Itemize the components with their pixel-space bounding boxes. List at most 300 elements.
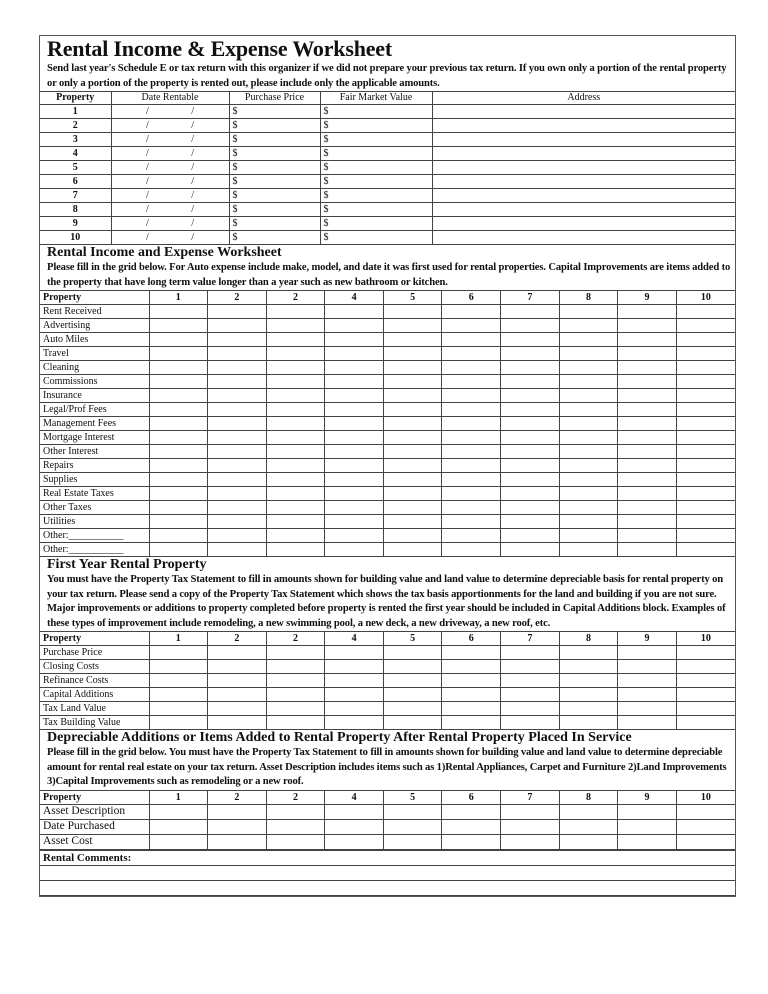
grid-cell[interactable] bbox=[442, 674, 501, 688]
grid-cell[interactable] bbox=[266, 702, 325, 716]
grid-cell[interactable] bbox=[383, 529, 442, 543]
grid-cell[interactable] bbox=[149, 431, 208, 445]
grid-cell[interactable] bbox=[325, 403, 384, 417]
grid-cell[interactable] bbox=[618, 501, 677, 515]
grid-cell[interactable] bbox=[266, 347, 325, 361]
fair-market-value-field[interactable]: $ bbox=[320, 189, 432, 203]
grid-cell[interactable] bbox=[559, 333, 618, 347]
grid-cell[interactable] bbox=[618, 375, 677, 389]
grid-cell[interactable] bbox=[442, 515, 501, 529]
grid-cell[interactable] bbox=[442, 375, 501, 389]
grid-cell[interactable] bbox=[266, 445, 325, 459]
grid-cell[interactable] bbox=[208, 319, 267, 333]
grid-cell[interactable] bbox=[501, 543, 560, 557]
grid-cell[interactable] bbox=[149, 333, 208, 347]
grid-cell[interactable] bbox=[618, 403, 677, 417]
grid-cell[interactable] bbox=[618, 445, 677, 459]
grid-cell[interactable] bbox=[618, 834, 677, 849]
grid-cell[interactable] bbox=[559, 403, 618, 417]
grid-cell[interactable] bbox=[501, 319, 560, 333]
grid-cell[interactable] bbox=[149, 473, 208, 487]
grid-cell[interactable] bbox=[618, 716, 677, 730]
grid-cell[interactable] bbox=[208, 459, 267, 473]
grid-cell[interactable] bbox=[618, 515, 677, 529]
grid-cell[interactable] bbox=[559, 431, 618, 445]
address-field[interactable] bbox=[432, 231, 735, 245]
grid-cell[interactable] bbox=[559, 660, 618, 674]
grid-cell[interactable] bbox=[149, 305, 208, 319]
rental-comments-line[interactable] bbox=[40, 865, 735, 880]
grid-cell[interactable] bbox=[559, 375, 618, 389]
grid-cell[interactable] bbox=[208, 361, 267, 375]
grid-cell[interactable] bbox=[325, 389, 384, 403]
date-rentable-field[interactable]: / / bbox=[111, 217, 229, 231]
grid-cell[interactable] bbox=[208, 445, 267, 459]
grid-cell[interactable] bbox=[383, 501, 442, 515]
grid-cell[interactable] bbox=[676, 431, 735, 445]
grid-cell[interactable] bbox=[149, 660, 208, 674]
grid-cell[interactable] bbox=[618, 389, 677, 403]
grid-cell[interactable] bbox=[559, 804, 618, 819]
grid-cell[interactable] bbox=[559, 347, 618, 361]
fair-market-value-field[interactable]: $ bbox=[320, 161, 432, 175]
grid-cell[interactable] bbox=[559, 473, 618, 487]
grid-cell[interactable] bbox=[618, 660, 677, 674]
grid-cell[interactable] bbox=[501, 361, 560, 375]
purchase-price-field[interactable]: $ bbox=[229, 217, 320, 231]
grid-cell[interactable] bbox=[266, 333, 325, 347]
grid-cell[interactable] bbox=[325, 417, 384, 431]
date-rentable-field[interactable]: / / bbox=[111, 161, 229, 175]
grid-cell[interactable] bbox=[618, 804, 677, 819]
grid-cell[interactable] bbox=[149, 501, 208, 515]
grid-cell[interactable] bbox=[676, 646, 735, 660]
grid-cell[interactable] bbox=[208, 333, 267, 347]
grid-cell[interactable] bbox=[501, 716, 560, 730]
grid-cell[interactable] bbox=[618, 333, 677, 347]
grid-cell[interactable] bbox=[676, 347, 735, 361]
grid-cell[interactable] bbox=[266, 543, 325, 557]
grid-cell[interactable] bbox=[442, 688, 501, 702]
grid-cell[interactable] bbox=[676, 459, 735, 473]
grid-cell[interactable] bbox=[559, 361, 618, 375]
grid-cell[interactable] bbox=[676, 375, 735, 389]
address-field[interactable] bbox=[432, 189, 735, 203]
grid-cell[interactable] bbox=[501, 529, 560, 543]
grid-cell[interactable] bbox=[325, 660, 384, 674]
grid-cell[interactable] bbox=[149, 375, 208, 389]
grid-cell[interactable] bbox=[676, 501, 735, 515]
grid-cell[interactable] bbox=[559, 501, 618, 515]
grid-cell[interactable] bbox=[208, 646, 267, 660]
grid-cell[interactable] bbox=[383, 333, 442, 347]
grid-cell[interactable] bbox=[266, 515, 325, 529]
grid-cell[interactable] bbox=[149, 702, 208, 716]
grid-cell[interactable] bbox=[559, 688, 618, 702]
grid-cell[interactable] bbox=[442, 834, 501, 849]
grid-cell[interactable] bbox=[325, 487, 384, 501]
grid-cell[interactable] bbox=[149, 347, 208, 361]
grid-cell[interactable] bbox=[501, 473, 560, 487]
grid-cell[interactable] bbox=[618, 417, 677, 431]
grid-cell[interactable] bbox=[383, 361, 442, 375]
grid-cell[interactable] bbox=[559, 319, 618, 333]
grid-cell[interactable] bbox=[325, 361, 384, 375]
grid-cell[interactable] bbox=[383, 819, 442, 834]
grid-cell[interactable] bbox=[501, 417, 560, 431]
grid-cell[interactable] bbox=[676, 804, 735, 819]
purchase-price-field[interactable]: $ bbox=[229, 119, 320, 133]
purchase-price-field[interactable]: $ bbox=[229, 105, 320, 119]
grid-cell[interactable] bbox=[618, 347, 677, 361]
address-field[interactable] bbox=[432, 147, 735, 161]
grid-cell[interactable] bbox=[676, 660, 735, 674]
grid-cell[interactable] bbox=[383, 375, 442, 389]
grid-cell[interactable] bbox=[618, 319, 677, 333]
grid-cell[interactable] bbox=[266, 417, 325, 431]
purchase-price-field[interactable]: $ bbox=[229, 203, 320, 217]
grid-cell[interactable] bbox=[676, 834, 735, 849]
grid-cell[interactable] bbox=[676, 445, 735, 459]
grid-cell[interactable] bbox=[149, 716, 208, 730]
grid-cell[interactable] bbox=[383, 431, 442, 445]
grid-cell[interactable] bbox=[501, 804, 560, 819]
grid-cell[interactable] bbox=[149, 361, 208, 375]
grid-cell[interactable] bbox=[149, 688, 208, 702]
date-rentable-field[interactable]: / / bbox=[111, 189, 229, 203]
date-rentable-field[interactable]: / / bbox=[111, 147, 229, 161]
grid-cell[interactable] bbox=[442, 819, 501, 834]
grid-cell[interactable] bbox=[149, 543, 208, 557]
grid-cell[interactable] bbox=[383, 459, 442, 473]
grid-cell[interactable] bbox=[501, 834, 560, 849]
address-field[interactable] bbox=[432, 217, 735, 231]
grid-cell[interactable] bbox=[266, 487, 325, 501]
grid-cell[interactable] bbox=[208, 674, 267, 688]
grid-cell[interactable] bbox=[325, 431, 384, 445]
grid-cell[interactable] bbox=[618, 646, 677, 660]
grid-cell[interactable] bbox=[501, 660, 560, 674]
grid-cell[interactable] bbox=[618, 688, 677, 702]
grid-cell[interactable] bbox=[208, 375, 267, 389]
address-field[interactable] bbox=[432, 161, 735, 175]
grid-cell[interactable] bbox=[325, 473, 384, 487]
grid-cell[interactable] bbox=[442, 347, 501, 361]
grid-cell[interactable] bbox=[383, 543, 442, 557]
grid-cell[interactable] bbox=[266, 529, 325, 543]
grid-cell[interactable] bbox=[149, 819, 208, 834]
grid-cell[interactable] bbox=[559, 417, 618, 431]
grid-cell[interactable] bbox=[442, 305, 501, 319]
grid-cell[interactable] bbox=[442, 646, 501, 660]
grid-cell[interactable] bbox=[442, 333, 501, 347]
grid-cell[interactable] bbox=[149, 417, 208, 431]
grid-cell[interactable] bbox=[442, 389, 501, 403]
grid-cell[interactable] bbox=[676, 389, 735, 403]
grid-cell[interactable] bbox=[149, 445, 208, 459]
grid-cell[interactable] bbox=[266, 716, 325, 730]
date-rentable-field[interactable]: / / bbox=[111, 105, 229, 119]
grid-cell[interactable] bbox=[208, 529, 267, 543]
grid-cell[interactable] bbox=[676, 473, 735, 487]
grid-cell[interactable] bbox=[501, 646, 560, 660]
grid-cell[interactable] bbox=[501, 819, 560, 834]
grid-cell[interactable] bbox=[676, 702, 735, 716]
grid-cell[interactable] bbox=[442, 473, 501, 487]
grid-cell[interactable] bbox=[618, 431, 677, 445]
grid-cell[interactable] bbox=[149, 389, 208, 403]
grid-cell[interactable] bbox=[383, 389, 442, 403]
grid-cell[interactable] bbox=[383, 403, 442, 417]
grid-cell[interactable] bbox=[383, 305, 442, 319]
grid-cell[interactable] bbox=[618, 305, 677, 319]
grid-cell[interactable] bbox=[208, 804, 267, 819]
grid-cell[interactable] bbox=[208, 702, 267, 716]
grid-cell[interactable] bbox=[618, 702, 677, 716]
grid-cell[interactable] bbox=[266, 319, 325, 333]
grid-cell[interactable] bbox=[266, 804, 325, 819]
fair-market-value-field[interactable]: $ bbox=[320, 105, 432, 119]
grid-cell[interactable] bbox=[383, 674, 442, 688]
grid-cell[interactable] bbox=[149, 646, 208, 660]
grid-cell[interactable] bbox=[442, 319, 501, 333]
grid-cell[interactable] bbox=[325, 445, 384, 459]
grid-cell[interactable] bbox=[442, 501, 501, 515]
grid-cell[interactable] bbox=[501, 702, 560, 716]
grid-cell[interactable] bbox=[501, 333, 560, 347]
grid-cell[interactable] bbox=[383, 688, 442, 702]
grid-cell[interactable] bbox=[618, 459, 677, 473]
grid-cell[interactable] bbox=[442, 529, 501, 543]
grid-cell[interactable] bbox=[266, 834, 325, 849]
grid-cell[interactable] bbox=[208, 688, 267, 702]
grid-cell[interactable] bbox=[208, 515, 267, 529]
grid-cell[interactable] bbox=[325, 515, 384, 529]
grid-cell[interactable] bbox=[559, 716, 618, 730]
fair-market-value-field[interactable]: $ bbox=[320, 203, 432, 217]
grid-cell[interactable] bbox=[442, 361, 501, 375]
grid-cell[interactable] bbox=[383, 834, 442, 849]
grid-cell[interactable] bbox=[208, 305, 267, 319]
grid-cell[interactable] bbox=[325, 834, 384, 849]
grid-cell[interactable] bbox=[325, 305, 384, 319]
grid-cell[interactable] bbox=[325, 702, 384, 716]
grid-cell[interactable] bbox=[149, 515, 208, 529]
grid-cell[interactable] bbox=[266, 646, 325, 660]
grid-cell[interactable] bbox=[559, 543, 618, 557]
grid-cell[interactable] bbox=[325, 347, 384, 361]
grid-cell[interactable] bbox=[208, 819, 267, 834]
date-rentable-field[interactable]: / / bbox=[111, 231, 229, 245]
grid-cell[interactable] bbox=[442, 487, 501, 501]
grid-cell[interactable] bbox=[442, 417, 501, 431]
fair-market-value-field[interactable]: $ bbox=[320, 119, 432, 133]
grid-cell[interactable] bbox=[676, 674, 735, 688]
grid-cell[interactable] bbox=[266, 819, 325, 834]
rental-comments-line[interactable] bbox=[40, 880, 735, 895]
grid-cell[interactable] bbox=[383, 417, 442, 431]
grid-cell[interactable] bbox=[618, 674, 677, 688]
grid-cell[interactable] bbox=[325, 804, 384, 819]
grid-cell[interactable] bbox=[149, 403, 208, 417]
grid-cell[interactable] bbox=[442, 459, 501, 473]
grid-cell[interactable] bbox=[325, 688, 384, 702]
grid-cell[interactable] bbox=[149, 529, 208, 543]
grid-cell[interactable] bbox=[676, 515, 735, 529]
grid-cell[interactable] bbox=[325, 543, 384, 557]
grid-cell[interactable] bbox=[501, 389, 560, 403]
grid-cell[interactable] bbox=[266, 389, 325, 403]
grid-cell[interactable] bbox=[266, 501, 325, 515]
grid-cell[interactable] bbox=[208, 487, 267, 501]
grid-cell[interactable] bbox=[618, 819, 677, 834]
grid-cell[interactable] bbox=[559, 305, 618, 319]
address-field[interactable] bbox=[432, 133, 735, 147]
grid-cell[interactable] bbox=[559, 445, 618, 459]
grid-cell[interactable] bbox=[383, 646, 442, 660]
grid-cell[interactable] bbox=[208, 403, 267, 417]
address-field[interactable] bbox=[432, 175, 735, 189]
grid-cell[interactable] bbox=[325, 375, 384, 389]
grid-cell[interactable] bbox=[559, 702, 618, 716]
grid-cell[interactable] bbox=[618, 487, 677, 501]
grid-cell[interactable] bbox=[149, 804, 208, 819]
grid-cell[interactable] bbox=[325, 716, 384, 730]
purchase-price-field[interactable]: $ bbox=[229, 133, 320, 147]
grid-cell[interactable] bbox=[325, 459, 384, 473]
grid-cell[interactable] bbox=[383, 702, 442, 716]
grid-cell[interactable] bbox=[501, 375, 560, 389]
grid-cell[interactable] bbox=[208, 347, 267, 361]
grid-cell[interactable] bbox=[442, 543, 501, 557]
grid-cell[interactable] bbox=[501, 459, 560, 473]
purchase-price-field[interactable]: $ bbox=[229, 161, 320, 175]
grid-cell[interactable] bbox=[559, 389, 618, 403]
grid-cell[interactable] bbox=[618, 543, 677, 557]
grid-cell[interactable] bbox=[559, 529, 618, 543]
grid-cell[interactable] bbox=[383, 347, 442, 361]
grid-cell[interactable] bbox=[501, 347, 560, 361]
address-field[interactable] bbox=[432, 119, 735, 133]
grid-cell[interactable] bbox=[208, 389, 267, 403]
grid-cell[interactable] bbox=[208, 543, 267, 557]
grid-cell[interactable] bbox=[442, 660, 501, 674]
grid-cell[interactable] bbox=[325, 529, 384, 543]
grid-cell[interactable] bbox=[383, 487, 442, 501]
grid-cell[interactable] bbox=[383, 515, 442, 529]
grid-cell[interactable] bbox=[676, 819, 735, 834]
grid-cell[interactable] bbox=[266, 660, 325, 674]
grid-cell[interactable] bbox=[149, 487, 208, 501]
purchase-price-field[interactable]: $ bbox=[229, 147, 320, 161]
grid-cell[interactable] bbox=[676, 319, 735, 333]
grid-cell[interactable] bbox=[325, 674, 384, 688]
grid-cell[interactable] bbox=[442, 445, 501, 459]
grid-cell[interactable] bbox=[676, 403, 735, 417]
fair-market-value-field[interactable]: $ bbox=[320, 147, 432, 161]
grid-cell[interactable] bbox=[676, 716, 735, 730]
date-rentable-field[interactable]: / / bbox=[111, 119, 229, 133]
grid-cell[interactable] bbox=[208, 417, 267, 431]
grid-cell[interactable] bbox=[383, 473, 442, 487]
grid-cell[interactable] bbox=[208, 834, 267, 849]
grid-cell[interactable] bbox=[618, 473, 677, 487]
grid-cell[interactable] bbox=[266, 674, 325, 688]
grid-cell[interactable] bbox=[325, 819, 384, 834]
date-rentable-field[interactable]: / / bbox=[111, 133, 229, 147]
grid-cell[interactable] bbox=[676, 529, 735, 543]
grid-cell[interactable] bbox=[266, 473, 325, 487]
grid-cell[interactable] bbox=[325, 333, 384, 347]
fair-market-value-field[interactable]: $ bbox=[320, 175, 432, 189]
grid-cell[interactable] bbox=[501, 445, 560, 459]
grid-cell[interactable] bbox=[266, 375, 325, 389]
grid-cell[interactable] bbox=[559, 834, 618, 849]
grid-cell[interactable] bbox=[676, 305, 735, 319]
grid-cell[interactable] bbox=[325, 319, 384, 333]
grid-cell[interactable] bbox=[618, 361, 677, 375]
grid-cell[interactable] bbox=[676, 333, 735, 347]
grid-cell[interactable] bbox=[501, 688, 560, 702]
grid-cell[interactable] bbox=[501, 501, 560, 515]
grid-cell[interactable] bbox=[559, 646, 618, 660]
grid-cell[interactable] bbox=[676, 487, 735, 501]
grid-cell[interactable] bbox=[266, 361, 325, 375]
grid-cell[interactable] bbox=[149, 674, 208, 688]
grid-cell[interactable] bbox=[676, 361, 735, 375]
grid-cell[interactable] bbox=[559, 819, 618, 834]
grid-cell[interactable] bbox=[501, 403, 560, 417]
date-rentable-field[interactable]: / / bbox=[111, 175, 229, 189]
grid-cell[interactable] bbox=[266, 688, 325, 702]
grid-cell[interactable] bbox=[501, 674, 560, 688]
grid-cell[interactable] bbox=[618, 529, 677, 543]
grid-cell[interactable] bbox=[559, 674, 618, 688]
grid-cell[interactable] bbox=[149, 319, 208, 333]
grid-cell[interactable] bbox=[442, 702, 501, 716]
grid-cell[interactable] bbox=[208, 501, 267, 515]
purchase-price-field[interactable]: $ bbox=[229, 231, 320, 245]
grid-cell[interactable] bbox=[266, 305, 325, 319]
grid-cell[interactable] bbox=[149, 459, 208, 473]
grid-cell[interactable] bbox=[208, 660, 267, 674]
address-field[interactable] bbox=[432, 105, 735, 119]
address-field[interactable] bbox=[432, 203, 735, 217]
grid-cell[interactable] bbox=[559, 459, 618, 473]
grid-cell[interactable] bbox=[208, 431, 267, 445]
date-rentable-field[interactable]: / / bbox=[111, 203, 229, 217]
grid-cell[interactable] bbox=[383, 445, 442, 459]
grid-cell[interactable] bbox=[676, 543, 735, 557]
grid-cell[interactable] bbox=[442, 804, 501, 819]
fair-market-value-field[interactable]: $ bbox=[320, 133, 432, 147]
fair-market-value-field[interactable]: $ bbox=[320, 231, 432, 245]
grid-cell[interactable] bbox=[501, 487, 560, 501]
grid-cell[interactable] bbox=[501, 305, 560, 319]
grid-cell[interactable] bbox=[442, 431, 501, 445]
grid-cell[interactable] bbox=[383, 319, 442, 333]
grid-cell[interactable] bbox=[208, 473, 267, 487]
grid-cell[interactable] bbox=[383, 716, 442, 730]
purchase-price-field[interactable]: $ bbox=[229, 189, 320, 203]
grid-cell[interactable] bbox=[442, 403, 501, 417]
grid-cell[interactable] bbox=[266, 403, 325, 417]
purchase-price-field[interactable]: $ bbox=[229, 175, 320, 189]
grid-cell[interactable] bbox=[149, 834, 208, 849]
grid-cell[interactable] bbox=[676, 688, 735, 702]
grid-cell[interactable] bbox=[208, 716, 267, 730]
grid-cell[interactable] bbox=[266, 431, 325, 445]
